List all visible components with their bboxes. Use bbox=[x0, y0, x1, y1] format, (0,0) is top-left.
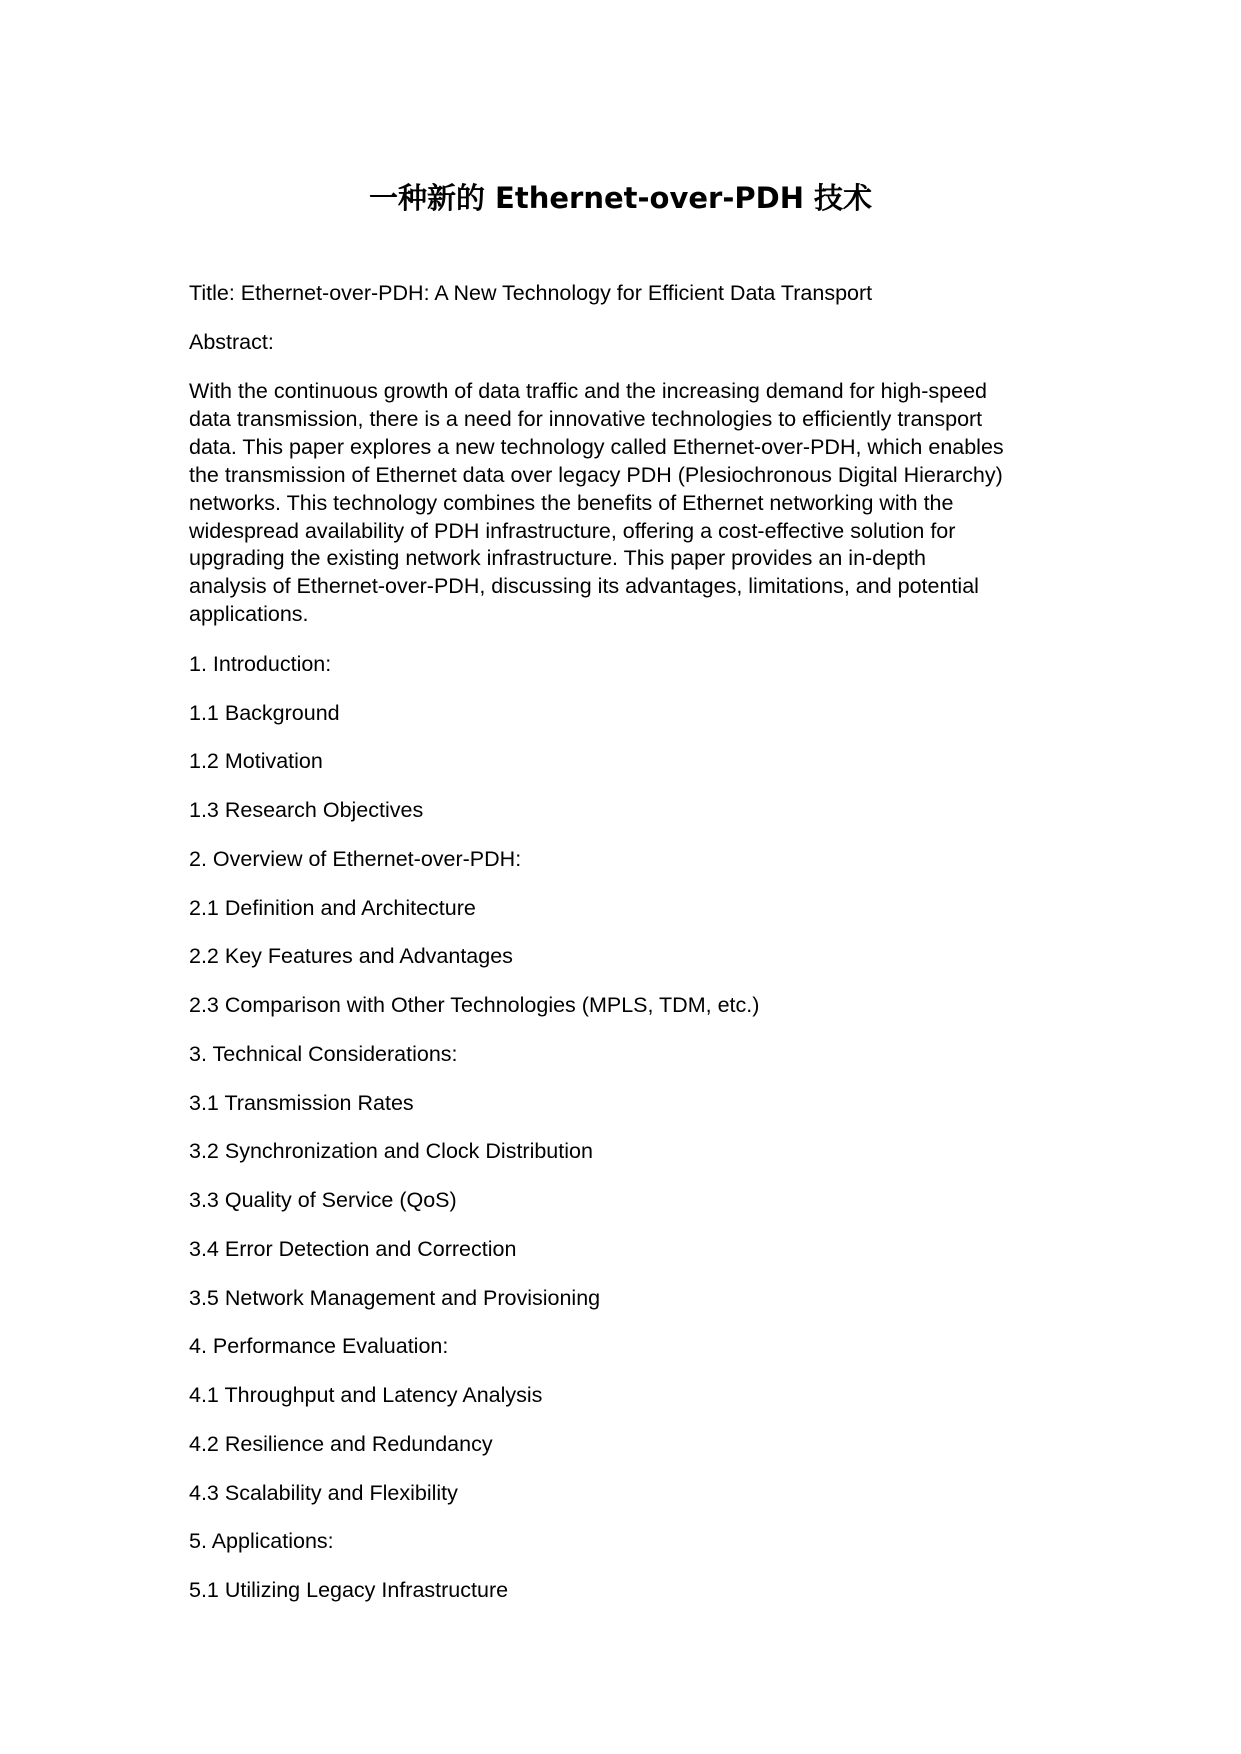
outline-subsection: 2.3 Comparison with Other Technologies (MPLS, TDM, etc.) bbox=[189, 993, 760, 1017]
abstract-line: With the continuous growth of data traffic and the increasing demand for high-speed bbox=[189, 379, 987, 403]
outline-subsection: 1.3 Research Objectives bbox=[189, 798, 424, 822]
outline-subsection: 3.2 Synchronization and Clock Distribution bbox=[189, 1139, 593, 1163]
abstract-line: upgrading the existing network infrastructure. This paper provides an in-depth bbox=[189, 546, 926, 571]
outline-section-heading: 5. Applications: bbox=[189, 1529, 334, 1553]
outline-subsection: 1.2 Motivation bbox=[189, 749, 323, 773]
outline-subsection: 4.2 Resilience and Redundancy bbox=[189, 1432, 493, 1456]
outline-subsection: 3.1 Transmission Rates bbox=[189, 1091, 414, 1115]
abstract-line: data transmission, there is a need for innovative technologies to efficiently transport bbox=[189, 406, 983, 431]
paper-title-line: Title: Ethernet-over-PDH: A New Technology for Efficient Data Transport bbox=[189, 281, 873, 305]
outline-section-heading: 4. Performance Evaluation: bbox=[189, 1334, 449, 1358]
abstract-line: data. This paper explores a new technology called Ethernet-over-PDH, which enables bbox=[189, 434, 1004, 459]
abstract-line: analysis of Ethernet-over-PDH, discussing its advantages, limitations, and potential bbox=[189, 574, 979, 599]
abstract-line: applications. bbox=[189, 602, 309, 627]
outline-subsection: 2.1 Definition and Architecture bbox=[189, 896, 476, 920]
abstract-line: widespread availability of PDH infrastructure, offering a cost-effective solution for bbox=[189, 518, 956, 543]
outline-section-heading: 1. Introduction: bbox=[189, 652, 332, 676]
outline-subsection: 4.3 Scalability and Flexibility bbox=[189, 1481, 458, 1505]
outline-subsection: 3.3 Quality of Service (QoS) bbox=[189, 1188, 457, 1212]
outline-section-heading: 3. Technical Considerations: bbox=[189, 1042, 458, 1066]
abstract-line: networks. This technology combines the benefits of Ethernet networking with the bbox=[189, 490, 954, 515]
outline-subsection: 2.2 Key Features and Advantages bbox=[189, 944, 513, 968]
outline-subsection: 5.1 Utilizing Legacy Infrastructure bbox=[189, 1578, 509, 1602]
abstract-label: Abstract: bbox=[189, 330, 274, 354]
outline-subsection: 3.5 Network Management and Provisioning bbox=[189, 1286, 601, 1310]
abstract-paragraph bbox=[189, 378, 1059, 629]
document-main-title: 一种新的 Ethernet-over-PDH 技术 bbox=[368, 181, 873, 215]
outline-subsection: 3.4 Error Detection and Correction bbox=[189, 1237, 517, 1261]
outline-subsection: 4.1 Throughput and Latency Analysis bbox=[189, 1383, 543, 1407]
outline-subsection: 1.1 Background bbox=[189, 701, 340, 725]
abstract-line: the transmission of Ethernet data over legacy PDH (Plesiochronous Digital Hierarchy) bbox=[189, 462, 1003, 487]
outline-section-heading: 2. Overview of Ethernet-over-PDH: bbox=[189, 847, 522, 871]
